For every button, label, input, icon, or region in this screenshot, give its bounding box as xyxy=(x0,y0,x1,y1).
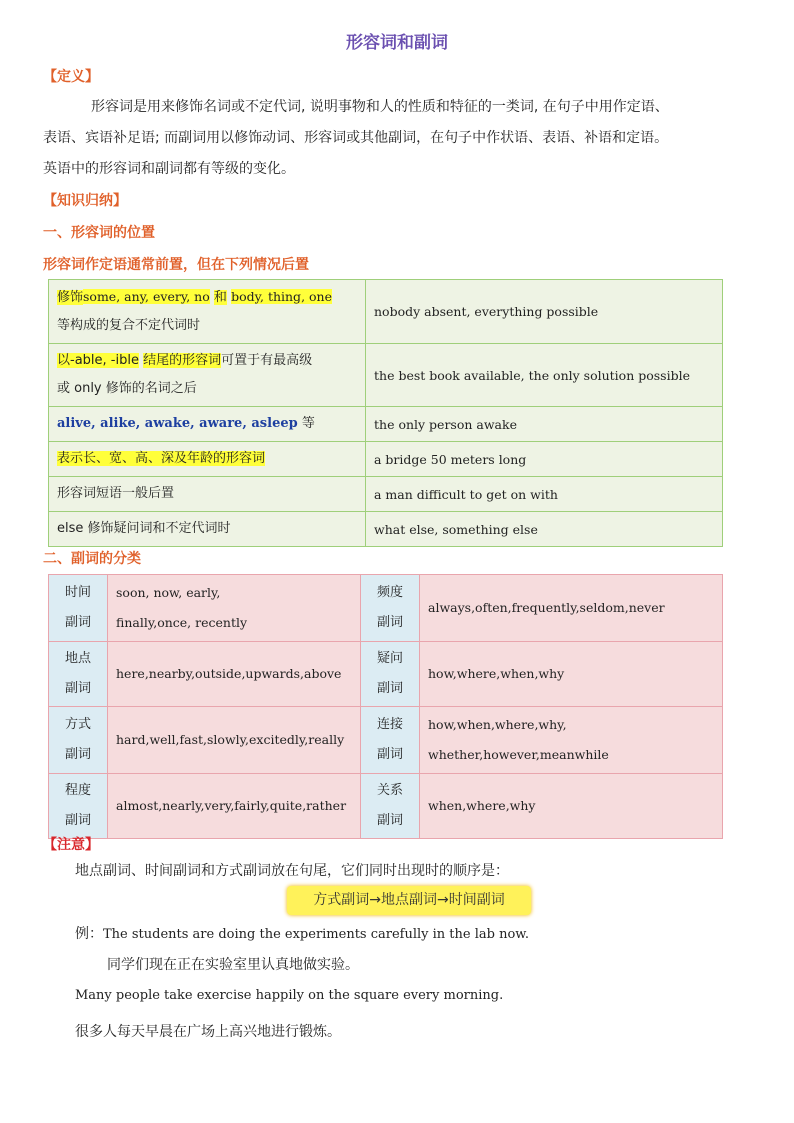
example-cell: nobody absent, everything possible xyxy=(366,280,723,344)
value-cell: always,often,frequently,seldom,never xyxy=(420,575,723,642)
table-row xyxy=(49,707,723,774)
value-text: how,when,where,why, xyxy=(428,717,567,732)
adverb-order-box: 方式副词→地点副词→时间副词 xyxy=(287,886,531,915)
value-text: whether,however,meanwhile xyxy=(428,747,609,762)
example2-zh: 很多人每天早晨在广场上高兴地进行锻炼。 xyxy=(75,1024,341,1040)
example1-en xyxy=(75,923,529,943)
rule-cell xyxy=(49,407,366,442)
category-text: 副词 xyxy=(64,747,91,762)
rule-cell xyxy=(49,442,366,477)
rule-text: 表示长、宽、高、深及年龄的形容词 xyxy=(57,451,266,466)
section1-subheading: 形容词作定语通常前置，但在下列情况后置 xyxy=(43,257,309,273)
value-cell: how,where,when,why xyxy=(420,642,723,707)
value-cell: hard,well,fast,slowly,excitedly,really xyxy=(108,707,361,774)
table-row xyxy=(49,442,723,477)
example-cell: the only person awake xyxy=(366,407,723,442)
table-row xyxy=(49,477,723,512)
category-cell xyxy=(361,642,420,707)
example1-zh: 同学们现在正在实验室里认真地做实验。 xyxy=(107,957,359,973)
definition-line: 表语、宾语补足语; 而副词用以修饰动词、形容词或其他副词，在句子中作状语、表语、补语和定语。 xyxy=(43,130,669,146)
category-text: 副词 xyxy=(376,747,403,762)
definition-line: 英语中的形容词和副词都有等级的变化。 xyxy=(43,161,295,177)
rule-text: body, thing, one xyxy=(231,289,332,304)
value-cell xyxy=(420,707,723,774)
example2-en: Many people take exercise happily on the square every morning. xyxy=(75,988,504,1003)
category-text: 副词 xyxy=(376,615,403,630)
rule-cell: 形容词短语一般后置 xyxy=(49,477,366,512)
rule-text: some, any, every, no xyxy=(83,289,210,304)
example-cell: the best book available, the only solution possible xyxy=(366,344,723,407)
category-text: 连接 xyxy=(376,717,403,732)
rule-cell xyxy=(49,344,366,407)
definition-tag: 【定义】 xyxy=(43,69,99,85)
section1-heading: 一、形容词的位置 xyxy=(43,225,155,241)
rule-text: alive, alike, awake, aware, asleep xyxy=(57,416,298,431)
category-text: 副词 xyxy=(64,813,91,828)
category-cell xyxy=(361,707,420,774)
table-row xyxy=(49,774,723,839)
rule-cell: else 修饰疑问词和不定代词时 xyxy=(49,512,366,547)
category-text: 副词 xyxy=(376,813,403,828)
category-cell xyxy=(49,707,108,774)
table-row xyxy=(49,575,723,642)
value-text: soon, now, early, xyxy=(116,585,221,600)
category-cell xyxy=(49,774,108,839)
category-text: 副词 xyxy=(64,681,91,696)
category-text: 关系 xyxy=(376,783,403,798)
category-text: 地点 xyxy=(64,651,91,666)
example-cell: a bridge 50 meters long xyxy=(366,442,723,477)
value-cell xyxy=(108,575,361,642)
category-cell xyxy=(49,575,108,642)
table-row xyxy=(49,407,723,442)
rule-text: 和 xyxy=(213,290,227,305)
category-text: 疑问 xyxy=(376,651,403,666)
example-cell: what else, something else xyxy=(366,512,723,547)
adjective-position-table xyxy=(48,279,723,547)
definition-paragraph xyxy=(43,92,753,185)
category-text: 频度 xyxy=(376,585,403,600)
rule-text: 结尾的形容词 xyxy=(143,353,222,368)
note-line: 地点副词、时间副词和方式副词放在句尾，它们同时出现时的顺序是： xyxy=(75,863,509,879)
rule-text: 修饰 xyxy=(57,290,84,305)
category-cell xyxy=(49,642,108,707)
value-cell: here,nearby,outside,upwards,above xyxy=(108,642,361,707)
rule-text: 以-able, -ible xyxy=(57,353,139,368)
category-text: 副词 xyxy=(64,615,91,630)
value-cell: almost,nearly,very,fairly,quite,rather xyxy=(108,774,361,839)
rule-text: 等构成的复合不定代词时 xyxy=(57,318,201,333)
rule-cell xyxy=(49,280,366,344)
rule-text: 等 xyxy=(301,416,315,431)
rule-text: 或 only 修饰的名词之后 xyxy=(57,381,197,396)
definition-line: 形容词是用来修饰名词或不定代词, 说明事物和人的性质和特征的一类词, 在句子中用作定语、 xyxy=(91,99,669,115)
note-tag: 【注意】 xyxy=(43,837,99,853)
section2-heading: 二、副词的分类 xyxy=(43,551,141,567)
table-row xyxy=(49,344,723,407)
adverb-classification-table xyxy=(48,574,723,839)
rule-text: 可置于有最高级 xyxy=(221,353,313,368)
knowledge-tag: 【知识归纳】 xyxy=(43,193,127,209)
category-text: 时间 xyxy=(64,585,91,600)
table-row xyxy=(49,512,723,547)
category-cell xyxy=(361,575,420,642)
example-text: The students are doing the experiments carefully in the lab now. xyxy=(103,927,530,942)
category-cell xyxy=(361,774,420,839)
category-text: 方式 xyxy=(64,717,91,732)
example-prefix: 例： xyxy=(75,926,103,942)
value-cell: when,where,why xyxy=(420,774,723,839)
table-row xyxy=(49,642,723,707)
example-cell: a man difficult to get on with xyxy=(366,477,723,512)
page-title: 形容词和副词 xyxy=(346,33,448,53)
table-row xyxy=(49,280,723,344)
category-text: 程度 xyxy=(64,783,91,798)
value-text: finally,once, recently xyxy=(116,615,248,630)
category-text: 副词 xyxy=(376,681,403,696)
